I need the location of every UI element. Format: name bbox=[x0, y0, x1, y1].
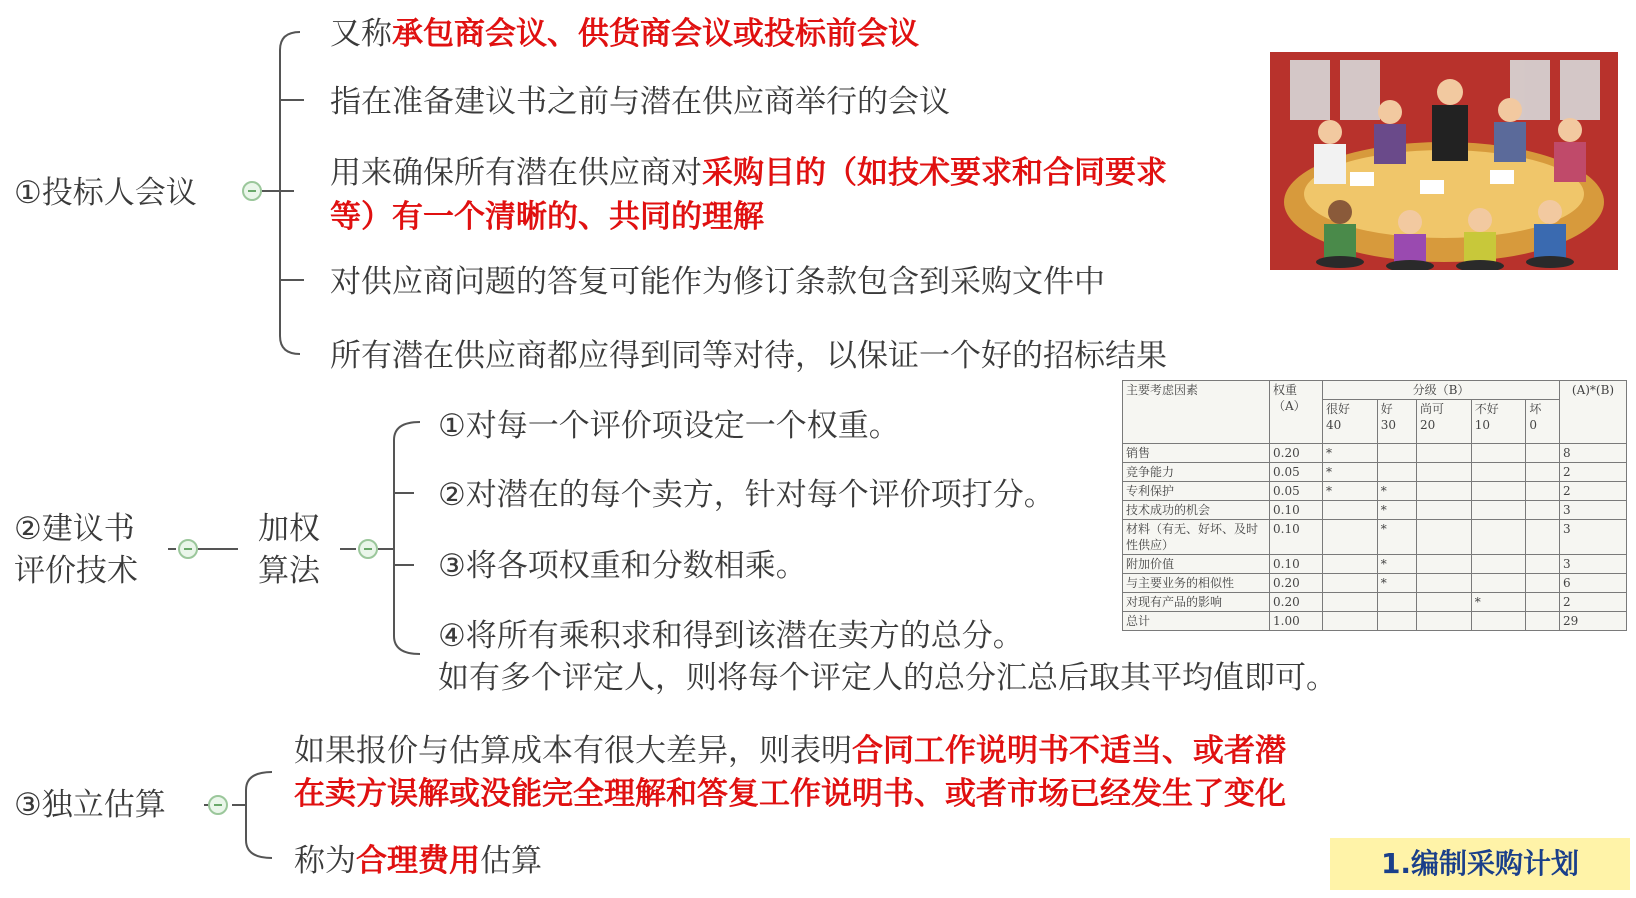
text-segment-red: 合同工作说明书不适当、或者潜 bbox=[852, 733, 1286, 769]
text-segment-red: 在卖方误解或没能完全理解和答复工作说明书、或者市场已经发生了变化 bbox=[294, 776, 1286, 812]
header-grade-2: 尚可 20 bbox=[1417, 400, 1472, 444]
cell-grade-mark: * bbox=[1377, 555, 1416, 574]
b3-item-difference-line1 bbox=[294, 730, 1286, 772]
branch-label-line1: ②建议书 bbox=[14, 511, 135, 547]
meeting-illustration bbox=[1270, 52, 1618, 270]
table-row bbox=[1123, 482, 1627, 501]
branch-independent-estimate[interactable]: ③独立估算 bbox=[14, 787, 166, 823]
cell-grade-mark bbox=[1471, 501, 1526, 520]
header-product: (A)*(B) bbox=[1560, 381, 1627, 444]
cell-factor: 材料（有无、好坏、及时性供应） bbox=[1123, 520, 1270, 555]
table-header-row bbox=[1123, 381, 1627, 400]
cell-grade-mark bbox=[1323, 501, 1378, 520]
b2-step2: ②对潜在的每个卖方，针对每个评价项打分。 bbox=[438, 477, 1055, 513]
b1-item-purpose-line1 bbox=[330, 152, 1167, 194]
cell-grade-mark bbox=[1526, 574, 1560, 593]
cell-product: 3 bbox=[1560, 501, 1627, 520]
cell-grade-mark bbox=[1323, 612, 1378, 631]
cell-grade-mark bbox=[1471, 463, 1526, 482]
text-segment: 所有潜在供应商都应得到同等对待，以保证一个好的招标结果 bbox=[330, 338, 1167, 374]
cell-grade-mark bbox=[1471, 612, 1526, 631]
cell-grade-mark: * bbox=[1323, 482, 1378, 501]
table-row bbox=[1123, 574, 1627, 593]
cell-product: 2 bbox=[1560, 593, 1627, 612]
cell-factor: 对现有产品的影响 bbox=[1123, 593, 1270, 612]
cell-weight: 0.10 bbox=[1270, 501, 1323, 520]
cell-weight: 0.20 bbox=[1270, 444, 1323, 463]
section-badge: 1.编制采购计划 bbox=[1330, 838, 1630, 890]
text-segment: 对供应商问题的答复可能作为修订条款包含到采购文件中 bbox=[330, 264, 1105, 300]
collapse-toggle-branch2[interactable] bbox=[178, 539, 198, 559]
table-row bbox=[1123, 444, 1627, 463]
branch-label-line2: 评价技术 bbox=[14, 553, 138, 589]
table-row bbox=[1123, 593, 1627, 612]
cell-grade-mark bbox=[1471, 444, 1526, 463]
cell-weight: 0.05 bbox=[1270, 463, 1323, 482]
cell-factor: 总计 bbox=[1123, 612, 1270, 631]
cell-factor: 技术成功的机会 bbox=[1123, 501, 1270, 520]
cell-grade-mark bbox=[1417, 482, 1472, 501]
cell-grade-mark: * bbox=[1323, 444, 1378, 463]
cell-grade-mark bbox=[1377, 463, 1416, 482]
b2-step4: ④将所有乘积求和得到该潜在卖方的总分。 bbox=[438, 618, 1024, 654]
text-segment-red: 承包商会议、供货商会议或投标前会议 bbox=[392, 16, 919, 52]
cell-grade-mark bbox=[1323, 520, 1378, 555]
table-row bbox=[1123, 520, 1627, 555]
header-weight: 权重 （A） bbox=[1270, 381, 1323, 444]
b1-item-definition bbox=[330, 81, 950, 123]
cell-grade-mark bbox=[1471, 574, 1526, 593]
text-segment: 指在准备建议书之前与潜在供应商举行的会议 bbox=[330, 84, 950, 120]
b3-item-difference-line2 bbox=[294, 773, 1286, 815]
text-segment: 称为 bbox=[294, 843, 356, 879]
cell-grade-mark: * bbox=[1377, 482, 1416, 501]
sub-label-line2: 算法 bbox=[258, 553, 320, 589]
cell-grade-mark bbox=[1526, 612, 1560, 631]
text-segment: 用来确保所有潜在供应商对 bbox=[330, 155, 702, 191]
b1-item-equal-treatment bbox=[330, 335, 1167, 377]
cell-grade-mark bbox=[1417, 555, 1472, 574]
cell-weight: 0.05 bbox=[1270, 482, 1323, 501]
b1-item-answers bbox=[330, 261, 1105, 303]
cell-weight: 0.20 bbox=[1270, 593, 1323, 612]
cell-grade-mark bbox=[1417, 444, 1472, 463]
header-grade-1: 好 30 bbox=[1377, 400, 1416, 444]
collapse-toggle-branch3[interactable] bbox=[208, 795, 228, 815]
cell-grade-mark bbox=[1471, 520, 1526, 555]
cell-factor: 与主要业务的相似性 bbox=[1123, 574, 1270, 593]
cell-grade-mark bbox=[1526, 482, 1560, 501]
cell-product: 6 bbox=[1560, 574, 1627, 593]
cell-grade-mark: * bbox=[1377, 501, 1416, 520]
cell-grade-mark bbox=[1323, 555, 1378, 574]
cell-grade-mark: * bbox=[1377, 574, 1416, 593]
text-segment: 又称 bbox=[330, 16, 392, 52]
branch-proposal-evaluation[interactable] bbox=[14, 508, 138, 592]
b1-item-purpose-line2 bbox=[330, 196, 764, 238]
text-segment-red: 采购目的（如技术要求和合同要求 bbox=[702, 155, 1167, 191]
cell-product: 2 bbox=[1560, 463, 1627, 482]
cell-weight: 0.10 bbox=[1270, 520, 1323, 555]
header-grade-4: 坏 0 bbox=[1526, 400, 1560, 444]
cell-factor: 专利保护 bbox=[1123, 482, 1270, 501]
cell-grade-mark bbox=[1526, 444, 1560, 463]
sub-weighting-method[interactable] bbox=[258, 508, 320, 592]
cell-product: 29 bbox=[1560, 612, 1627, 631]
branch-bidder-conference[interactable]: ①投标人会议 bbox=[14, 175, 197, 211]
cell-product: 8 bbox=[1560, 444, 1627, 463]
cell-grade-mark bbox=[1377, 593, 1416, 612]
cell-grade-mark bbox=[1526, 463, 1560, 482]
collapse-toggle-weighting[interactable] bbox=[358, 539, 378, 559]
text-segment: 估算 bbox=[480, 843, 542, 879]
cell-grade-mark bbox=[1471, 555, 1526, 574]
b3-item-reasonable-cost bbox=[294, 840, 542, 882]
collapse-toggle-branch1[interactable] bbox=[242, 181, 262, 201]
cell-grade-mark bbox=[1417, 574, 1472, 593]
cell-grade-mark bbox=[1417, 520, 1472, 555]
cell-grade-mark bbox=[1471, 482, 1526, 501]
b2-step1: ①对每一个评价项设定一个权重。 bbox=[438, 408, 900, 444]
table-row bbox=[1123, 463, 1627, 482]
text-segment-red: 等）有一个清晰的、共同的理解 bbox=[330, 199, 764, 235]
table-row bbox=[1123, 612, 1627, 631]
cell-weight: 1.00 bbox=[1270, 612, 1323, 631]
cell-grade-mark: * bbox=[1471, 593, 1526, 612]
cell-grade-mark bbox=[1526, 520, 1560, 555]
table-row bbox=[1123, 501, 1627, 520]
cell-product: 3 bbox=[1560, 555, 1627, 574]
b1-item-aliases bbox=[330, 13, 919, 55]
cell-product: 2 bbox=[1560, 482, 1627, 501]
b2-step3: ③将各项权重和分数相乘。 bbox=[438, 548, 807, 584]
header-grade-3: 不好 10 bbox=[1471, 400, 1526, 444]
cell-factor: 销售 bbox=[1123, 444, 1270, 463]
cell-grade-mark bbox=[1323, 593, 1378, 612]
cell-factor: 附加价值 bbox=[1123, 555, 1270, 574]
cell-product: 3 bbox=[1560, 520, 1627, 555]
cell-grade-mark bbox=[1417, 463, 1472, 482]
cell-grade-mark: * bbox=[1323, 463, 1378, 482]
table-row bbox=[1123, 555, 1627, 574]
cell-weight: 0.20 bbox=[1270, 574, 1323, 593]
text-segment: 如果报价与估算成本有很大差异，则表明 bbox=[294, 733, 852, 769]
cell-grade-mark bbox=[1323, 574, 1378, 593]
text-segment-red: 合理费用 bbox=[356, 843, 480, 879]
cell-weight: 0.10 bbox=[1270, 555, 1323, 574]
header-grade: 分级（B） bbox=[1323, 381, 1560, 400]
cell-grade-mark bbox=[1526, 501, 1560, 520]
cell-grade-mark: * bbox=[1377, 520, 1416, 555]
header-grade-0: 很好 40 bbox=[1323, 400, 1378, 444]
cell-grade-mark bbox=[1417, 593, 1472, 612]
cell-grade-mark bbox=[1417, 612, 1472, 631]
cell-grade-mark bbox=[1377, 444, 1416, 463]
weighting-table bbox=[1122, 380, 1627, 631]
cell-factor: 竞争能力 bbox=[1123, 463, 1270, 482]
cell-grade-mark bbox=[1377, 612, 1416, 631]
cell-grade-mark bbox=[1417, 501, 1472, 520]
cell-grade-mark bbox=[1526, 593, 1560, 612]
b2-note: 如有多个评定人，则将每个评定人的总分汇总后取其平均值即可。 bbox=[438, 660, 1337, 696]
cell-grade-mark bbox=[1526, 555, 1560, 574]
header-factor: 主要考虑因素 bbox=[1123, 381, 1270, 444]
sub-label-line1: 加权 bbox=[258, 511, 320, 547]
